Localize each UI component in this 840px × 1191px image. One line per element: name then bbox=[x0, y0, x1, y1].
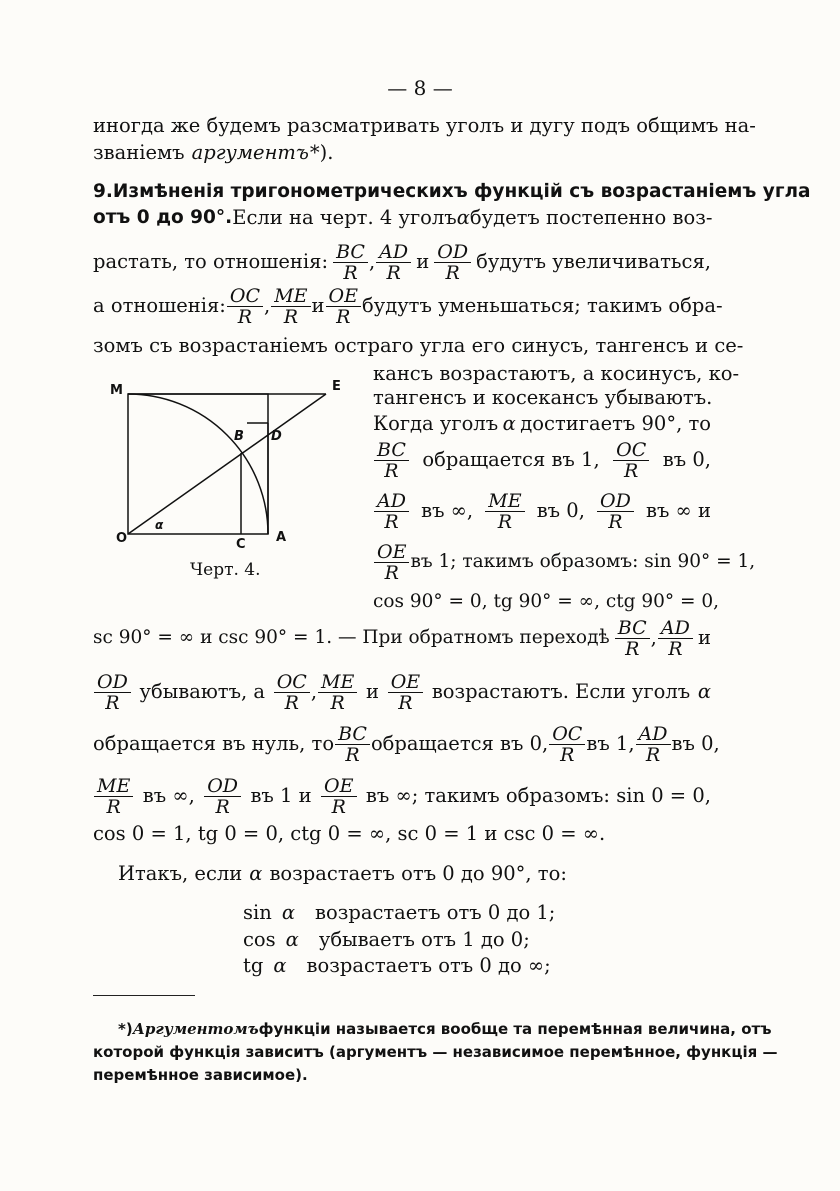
text-line-6: а отношенія: $\frac{OC}{R}$ , $\frac{ME}{R}$ и $\frac{OE}{R}$ будутъ уменьшаться; такимъ обра- bbox=[93, 284, 723, 328]
footnote-line-1: *) Аргументомъ функціи называется вообще та перемѣнная величина, отъ bbox=[118, 1020, 772, 1038]
fraction-oe-r: $\frac{OE}{R}$ bbox=[326, 286, 361, 327]
fraction-bc-r: $\frac{BC}{R}$ bbox=[333, 242, 368, 283]
label-e: E bbox=[332, 379, 341, 394]
section-heading bbox=[93, 180, 811, 204]
footnote-line-3: перемѣнное зависимое). bbox=[93, 1066, 308, 1084]
fraction-me-r: $\frac{ME}{R}$ bbox=[271, 286, 310, 327]
section-number: 9. bbox=[93, 181, 113, 202]
text-line-7: зомъ съ возрастаніемъ остраго угла его синусъ, тангенсъ и се- bbox=[93, 334, 744, 357]
text-line-1: иногда же будемъ разсматривать уголъ и дугу подъ общимъ на- bbox=[93, 114, 756, 137]
text-line-5: растать, то отношенія: $\frac{BC}{R}$ , $\frac{AD}{R}$ и $\frac{OD}{R}$ будутъ увеличиваться, bbox=[93, 240, 711, 284]
label-d: D bbox=[271, 429, 282, 444]
text-right-4: $\frac{BC}{R}$ обращается въ 1, $\frac{OC}{R}$ въ 0, bbox=[373, 438, 711, 482]
fraction-ad-r: $\frac{AD}{R}$ bbox=[376, 242, 411, 283]
label-b: B bbox=[234, 429, 244, 444]
text-right-6: $\frac{OE}{R}$ въ 1; такимъ образомъ: sin 90° = 1, bbox=[373, 540, 711, 584]
text-line-13: Итакъ, если α возрастаетъ отъ 0 до 90°, то: bbox=[118, 862, 567, 885]
label-m: M bbox=[110, 383, 123, 398]
text-right-5: $\frac{AD}{R}$ въ ∞, $\frac{ME}{R}$ въ 0, $\frac{OD}{R}$ въ ∞ и bbox=[373, 489, 711, 533]
footnote-rule bbox=[93, 995, 195, 996]
text-line-8: sc 90° = ∞ и csc 90° = 1. — При обратномъ переходѣ $\frac{BC}{R}$ , $\frac{AD}{R}$ и bbox=[93, 616, 711, 660]
text-line-11: $\frac{ME}{R}$ въ ∞, $\frac{OD}{R}$ въ 1 и $\frac{OE}{R}$ въ ∞; такимъ образомъ: sin 0 = 0, bbox=[93, 774, 711, 818]
section-title: Измѣненія тригонометрическихъ функцій съ возрастаніемъ угла bbox=[112, 181, 811, 202]
summary-item: tg α возрастаетъ отъ 0 до ∞; bbox=[243, 954, 551, 977]
text-right-3: Когда уголъ α достигаетъ 90°, то bbox=[373, 412, 711, 435]
text-line-4: отъ 0 до 90°. Если на черт. 4 уголъ α будетъ постепенно воз- bbox=[93, 206, 713, 229]
footnote-term: Аргументомъ bbox=[132, 1020, 259, 1038]
text-right-1: кансъ возрастаютъ, а косинусъ, ко- bbox=[373, 362, 740, 385]
text-line-2: званіемъ аргументъ *). bbox=[93, 141, 334, 164]
fraction-od-r: $\frac{OD}{R}$ bbox=[434, 242, 471, 283]
square-outline bbox=[128, 394, 268, 534]
term-argument: аргументъ bbox=[191, 141, 309, 164]
fraction-oc-r: $\frac{OC}{R}$ bbox=[227, 286, 263, 327]
alpha-symbol: α bbox=[456, 206, 470, 229]
page-number: — 8 — bbox=[387, 76, 453, 100]
text-line-9: $\frac{OD}{R}$ убываютъ, а $\frac{OC}{R}$ , $\frac{ME}{R}$ и $\frac{OE}{R}$ возрастаютъ. Если уголъ α bbox=[93, 670, 711, 714]
summary-item: sin α возрастаетъ отъ 0 до 1; bbox=[243, 901, 556, 924]
label-c: C bbox=[236, 537, 246, 552]
label-o: O bbox=[116, 531, 128, 546]
summary-item: cos α убываетъ отъ 1 до 0; bbox=[243, 928, 530, 951]
text-line-10: обращается въ нуль, то $\frac{BC}{R}$ обращается въ 0, $\frac{OC}{R}$ въ 1, $\frac{AD}{R}$ въ 0, bbox=[93, 722, 720, 766]
line-oe bbox=[128, 394, 326, 534]
footnote-line-2: которой функція зависитъ (аргументъ — независимое перемѣнное, функція — bbox=[93, 1043, 778, 1061]
text-line-12: cos 0 = 1, tg 0 = 0, ctg 0 = ∞, sc 0 = 1 и csc 0 = ∞. bbox=[93, 822, 606, 845]
arc-mba bbox=[128, 394, 268, 534]
geometry-figure bbox=[110, 376, 350, 576]
figure-diagram bbox=[110, 376, 350, 576]
text-right-2: тангенсъ и косекансъ убываютъ. bbox=[373, 386, 713, 409]
section-title-cont: отъ 0 до 90°. bbox=[93, 207, 233, 228]
label-alpha: α bbox=[155, 518, 164, 532]
label-a: A bbox=[276, 530, 287, 545]
text-right-7: cos 90° = 0, tg 90° = ∞, ctg 90° = 0, bbox=[373, 591, 720, 612]
figure-caption: Черт. 4. bbox=[190, 560, 261, 580]
